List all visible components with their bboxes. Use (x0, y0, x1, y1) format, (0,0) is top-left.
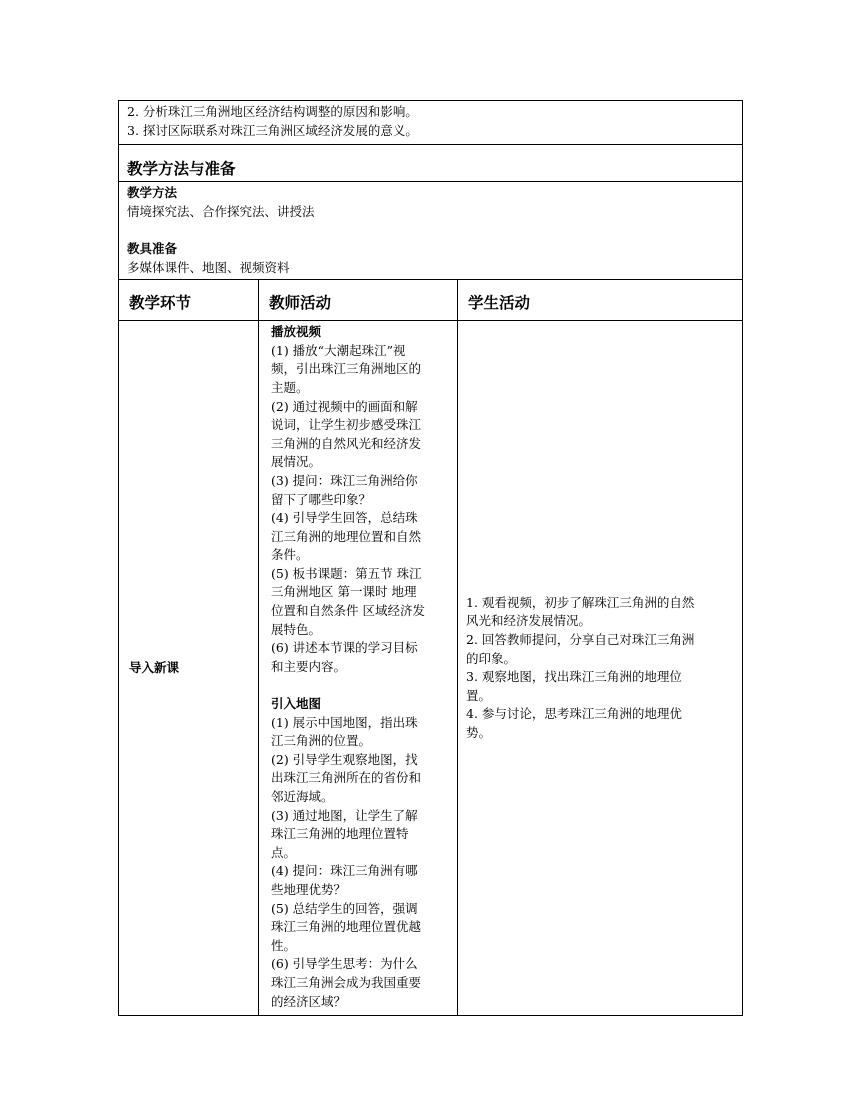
lesson-plan-table (118, 100, 743, 1016)
methods-text: 情境探究法、合作探究法、讲授法 (127, 203, 315, 219)
text-line: 珠江三角洲会成为我国重要 (271, 974, 422, 990)
text-line: (4) 提问：珠江三角洲有哪 (271, 863, 418, 879)
methods-heading: 教学方法 (127, 185, 178, 201)
text-line: (6) 讲述本节课的学习目标 (271, 640, 418, 656)
section-title: 教学方法与准备 (119, 145, 743, 182)
teacher-block-lines (271, 714, 451, 1012)
text-line: 展情况。 (271, 454, 322, 470)
text-line: (3) 提问：珠江三角洲给你 (271, 472, 418, 488)
text-line: (6) 引导学生思考：为什么 (271, 956, 418, 972)
table-header-row (119, 280, 743, 321)
text-line: (4) 引导学生回答，总结珠 (271, 510, 418, 526)
text-line: 2. 回答教师提问，分享自己对珠江三角洲 (466, 631, 695, 647)
text-line: 珠江三角洲的地理位置优越 (271, 919, 422, 935)
text-line: 置。 (466, 687, 492, 703)
text-line: 的印象。 (466, 650, 517, 666)
objective-item: 3. 探讨区际联系对珠江三角洲区域经济发展的意义。 (127, 122, 418, 138)
text-line: 主题。 (271, 379, 309, 395)
text-line: 展特色。 (271, 621, 322, 637)
text-line: 位置和自然条件 区域经济发 (271, 603, 425, 619)
header-teacher: 教师活动 (259, 280, 458, 321)
tools-text: 多媒体课件、地图、视频资料 (127, 259, 290, 275)
text-line: 1. 观看视频，初步了解珠江三角洲的自然 (466, 594, 695, 610)
text-line: 留下了哪些印象？ (271, 491, 372, 507)
text-line: 势。 (466, 724, 492, 740)
header-student: 学生活动 (458, 280, 743, 321)
student-activity-cell (458, 321, 743, 1016)
text-line: 性。 (271, 937, 297, 953)
objectives-row (119, 101, 743, 145)
methods-row (119, 182, 743, 280)
text-line: (2) 通过视频中的画面和解 (271, 398, 418, 414)
text-line: 江三角洲的地理位置和自然 (271, 528, 422, 544)
header-stage: 教学环节 (119, 280, 259, 321)
text-line: 三角洲地区 第一课时 地理 (271, 584, 417, 600)
text-line: 三角洲的自然风光和经济发 (271, 435, 422, 451)
text-line: 条件。 (271, 547, 309, 563)
methods-cell (119, 182, 743, 280)
teacher-block-lines (271, 342, 451, 677)
teacher-activity-cell (259, 321, 458, 1016)
objective-item: 2. 分析珠江三角洲地区经济结构调整的原因和影响。 (127, 104, 418, 119)
text-line: 出珠江三角洲所在的省份和 (271, 770, 422, 786)
teacher-block-title: 播放视频 (271, 324, 322, 340)
text-line: 邻近海域。 (271, 789, 334, 804)
text-line: 点。 (271, 844, 297, 860)
text-line: 3. 观察地图，找出珠江三角洲的地理位 (466, 669, 682, 685)
lesson-plan-page (118, 100, 742, 1016)
text-line: 江三角洲的位置。 (271, 733, 372, 749)
text-line: 的经济区域？ (271, 993, 347, 1009)
text-line: 珠江三角洲的地理位置特 (271, 826, 409, 842)
methods-title-row (119, 145, 743, 182)
text-line: (5) 板书课题：第五节 珠江 (271, 565, 422, 581)
teacher-block-title: 引入地图 (271, 696, 322, 712)
text-line: 和主要内容。 (271, 658, 347, 674)
text-line: 频，引出珠江三角洲地区的 (271, 361, 422, 377)
text-line: 说词，让学生初步感受珠江 (271, 417, 422, 433)
text-line: (1) 展示中国地图，指出珠 (271, 714, 418, 730)
text-line: 些地理优势？ (271, 881, 347, 897)
text-line: (1) 播放“大潮起珠江”视 (271, 342, 406, 358)
text-line: (5) 总结学生的回答，强调 (271, 900, 418, 916)
text-line: 4. 参与讨论，思考珠江三角洲的地理优 (466, 706, 682, 722)
stage-cell: 导入新课 (119, 321, 259, 1016)
table-row (119, 321, 743, 1016)
objectives-cell (119, 101, 743, 145)
tools-heading: 教具准备 (127, 240, 178, 256)
text-line: (3) 通过地图，让学生了解 (271, 807, 418, 823)
text-line: (2) 引导学生观察地图，找 (271, 751, 418, 767)
student-activity-lines (466, 594, 736, 743)
text-line: 风光和经济发展情况。 (466, 613, 592, 629)
